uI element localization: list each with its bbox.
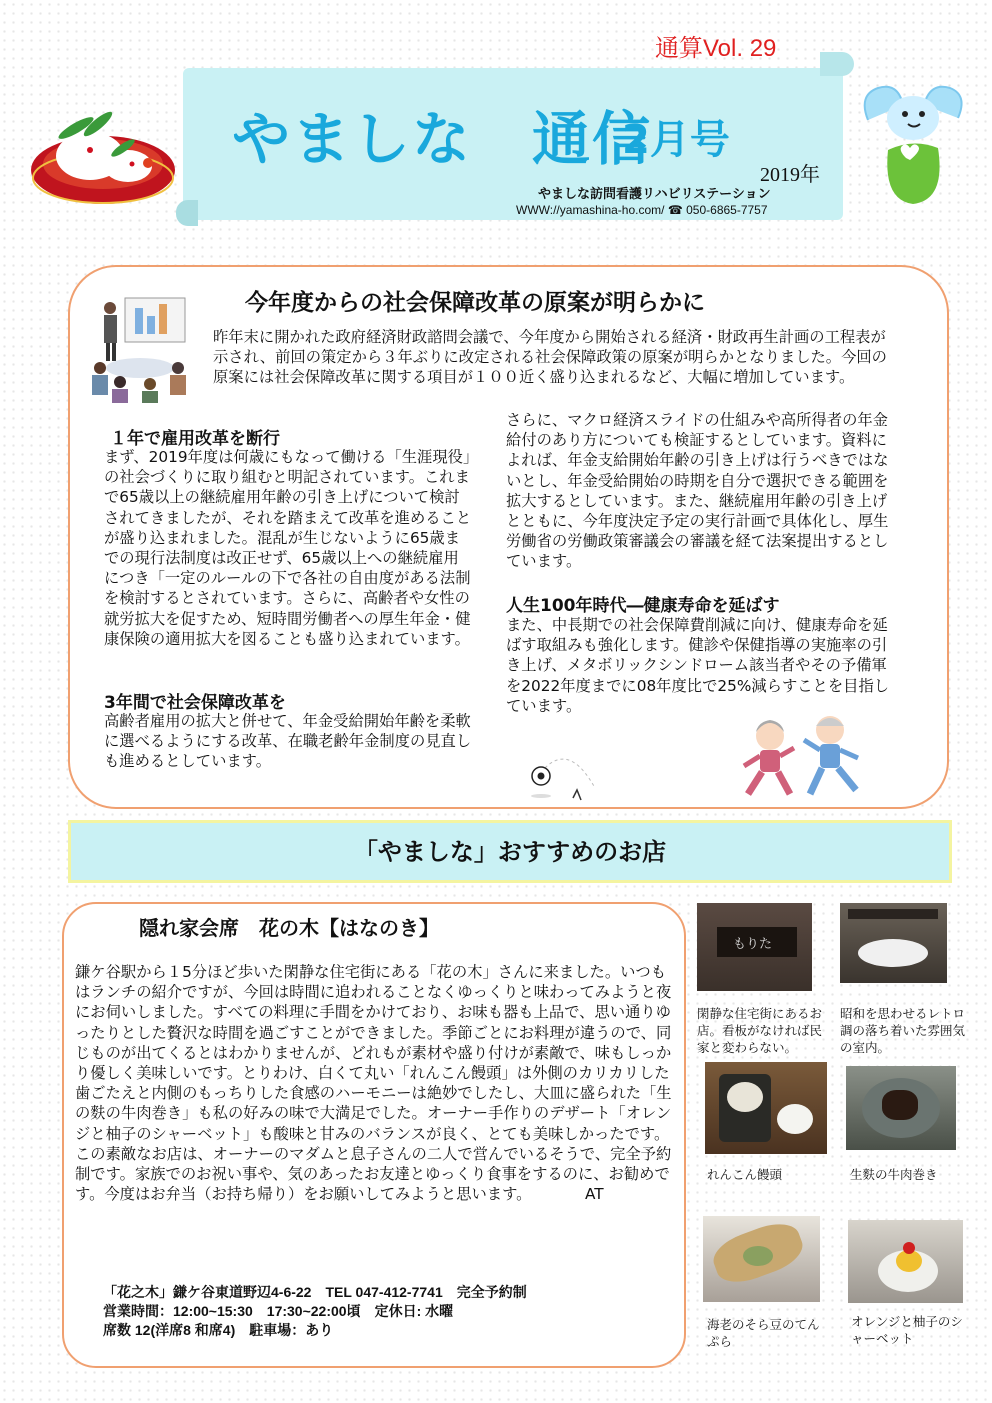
phone-number: 050-6865-7757 xyxy=(686,203,768,217)
issue-month: 2月号 xyxy=(622,117,730,163)
shrimp-tempura-photo xyxy=(703,1216,820,1302)
paragraph-pension-review: さらに、マクロ経済スライドの仕組みや高所得者の年金給付のあり方についても検証するとしています。資料によれば、年金支給開始年齢の引き上げは行うべきではないとし、年金受給開始の時期を自分で選択できる範囲を拡大するとしています。また、継続雇用年齢の引き上げとともに、今年度決定予定の実行計画で具体化し、厚生労働省の労働政策審議会の審議を経て法案提出するとしています。 xyxy=(506,411,889,571)
photo-caption: オレンジと柚子のシャーベット xyxy=(851,1314,963,1346)
issue-year: 2019年 xyxy=(760,164,820,186)
article-intro: 昨年末に開かれた政府経済財政諮問会議で、今年度から開始される経済・財政再生計画の工程表が示され、前回の策定から３年ぶりに改定される社会保障政策の原案が明らかとなりました。今回の原案には社会保障改革に関する項目が１００近く盛り込まれるなど、大幅に増加しています。 xyxy=(213,328,887,387)
phone-icon: ☎ xyxy=(667,203,683,217)
organization-name: やましな訪問看護リハビリステーション xyxy=(538,187,771,202)
banner-title: 「やましな」おすすめのお店 xyxy=(353,838,667,866)
volume-number: 通算Vol. 29 xyxy=(655,35,777,62)
shop-name: 隠れ家会席 花の木【はなのき】 xyxy=(139,916,439,940)
photo-caption: 昭和を思わせるレトロ調の落ち着いた雰囲気の室内。 xyxy=(840,1006,966,1055)
mascot-character-illustration xyxy=(858,80,968,210)
shop-address: 「花之木」鎌ケ谷東道野辺4-6-22 TEL 047-412-7741 完全予約制 xyxy=(103,1284,527,1300)
photo-caption: 閑静な住宅街にあるお店。看板がなければ民家と変わらない。 xyxy=(697,1006,823,1055)
shop-hours: 営業時間：12:00~15:30 17:30~22:00頃 定休日: 水曜 xyxy=(103,1303,454,1319)
snow-bunny-dish-illustration xyxy=(28,108,178,208)
restaurant-sign-photo xyxy=(697,903,812,991)
soccer-ball-illustration xyxy=(525,748,605,804)
banner-curl xyxy=(176,200,198,226)
photo-caption: れんこん饅頭 xyxy=(707,1167,783,1182)
website-url: WWW://yamashina-ho.com/ xyxy=(516,203,665,217)
photo-caption: 生麩の牛肉巻き xyxy=(850,1167,938,1182)
paragraph-healthy-life: また、中長期での社会保障費削減に向け、健康寿命を延ばす取組みも強化します。健診や保健指導の実施率の引き上げ、メタボリックシンドローム該当者やその予備軍を2022年度までに08年度比で25%減らすことを目指しています。 xyxy=(506,616,890,715)
lotus-root-bun-photo xyxy=(705,1062,827,1154)
paragraph-employment-reform: まず、2019年度は何歳にもなって働ける「生涯現役」の社会づくりに取り組むと明記されています。これまで65歳以上の継続雇用年齢の引き上げについて検討されてきましたが、それを踏まえて改革を進めることが盛り込まれました。混乱が生じないように65歳までの現行法制度は改正せず、65歳以上への継続雇用につき「一定のルールの下で各社の自由度がある法制を検討するとされています。さらに、高齢者や女性の就労拡大を促すため、短時間労働者への厚生年金・健康保険の適用拡大を図ることも盛り込まれています。 xyxy=(104,448,472,648)
elderly-couple-exercise-illustration xyxy=(738,710,868,802)
beef-wrapped-fu-photo xyxy=(846,1066,956,1150)
sign-text: もりた xyxy=(733,937,773,952)
dining-room-photo xyxy=(840,903,947,983)
subheading-healthy-life: 人生100年時代―健康寿命を延ばす xyxy=(506,596,780,616)
banner-curl xyxy=(820,52,854,76)
subheading-employment-reform: １年で雇用改革を断行 xyxy=(110,429,280,449)
shop-review-text: 鎌ケ谷駅から１5分ほど歩いた閑静な住宅街にある「花の木」さんに来ました。いつもはランチの紹介ですが、今回は時間に追われることなくゆっくりと味わってみようと夜にお伺いしました。すべての料理に手間をかけており、お味も器も上品で、思い通りゆったりとした贅沢な時間を過ごすことができました。季節ごとにお料理が違うので、同じものが出てくるとはわかりませんが、どれもが素材や盛り付けが素敵で、味もしっかり優しく美味しいです。とりわけ、白くて丸い「れんこん饅頭」は外側のカリカリした歯ごたえと内側のもっちりした食感のハーモニーは絶妙でしたし、大皿に盛られた「生の麩の牛肉巻き」も私の好みの味で大満足でした。オーナー手作りのデザート「オレンジと柚子のシャーベット」も酸味と甘みのバランスが良く、とても美味しかったです。この素敵なお店は、オーナーのマダムと息子さんの二人で営んでいるそうで、完全予約制です。家族でのお祝い事や、気のあったお友達とゆっくり食事をするのに、お勧めです。今度はお弁当（お持ち帰り）をお願いしてみようと思います。 AT xyxy=(75,963,672,1204)
photo-caption: 海老のそら豆のてんぷら xyxy=(707,1317,820,1349)
article-title: 今年度からの社会保障改革の原案が明らかに xyxy=(245,290,705,316)
contact-line xyxy=(516,203,768,217)
shop-seats: 席数 12(洋席8 和席4) 駐車場：あり xyxy=(103,1322,334,1338)
sorbet-dessert-photo xyxy=(848,1220,963,1303)
paragraph-social-security-reform: 高齢者雇用の拡大と併せて、年金受給開始年齢を柔軟に選べるようにする改革、在職老齢年金制度の見直しも進めるとしています。 xyxy=(104,712,472,771)
meeting-presentation-illustration xyxy=(80,296,192,404)
newsletter-title: やましな 通信 xyxy=(232,105,653,173)
subheading-social-security-reform: 3年間で社会保障改革を xyxy=(104,693,286,713)
